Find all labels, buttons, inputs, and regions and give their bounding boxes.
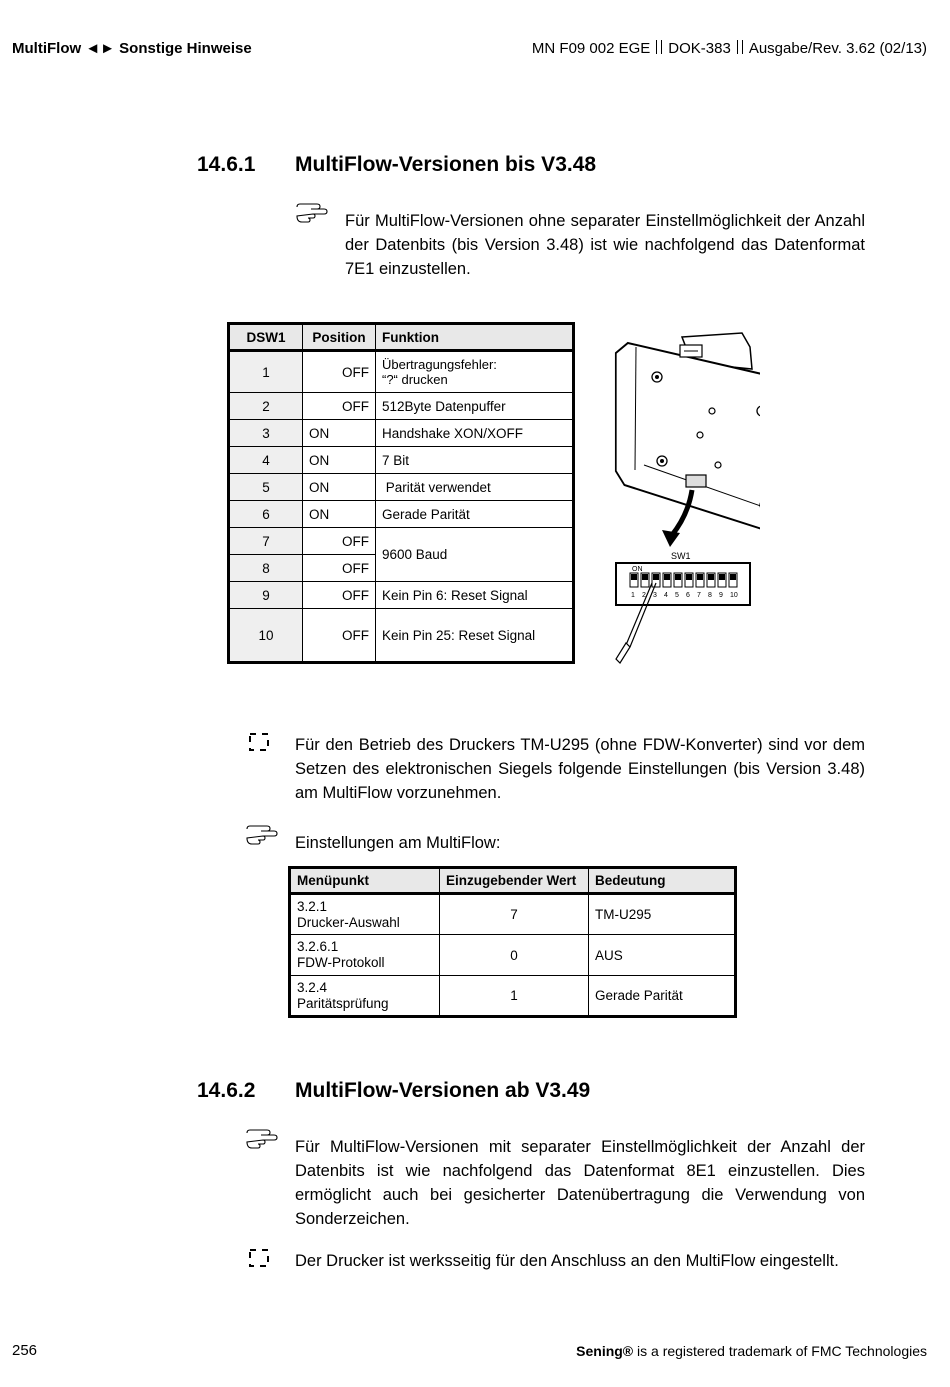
menu-item: 3.2.6.1 FDW-Protokoll (290, 935, 440, 976)
switch-position: OFF (303, 528, 376, 555)
dsw1-table (227, 322, 575, 664)
menu-value: 7 (440, 894, 589, 935)
section-title: MultiFlow-Versionen ab V3.49 (295, 1079, 591, 1102)
switch-position: ON (303, 501, 376, 528)
section-heading-1 (197, 153, 897, 183)
section-heading-2 (197, 1079, 897, 1109)
switch-function: Kein Pin 6: Reset Signal (376, 582, 574, 609)
separator (656, 40, 662, 54)
table-row (229, 474, 574, 501)
switch-number: 3 (229, 420, 303, 447)
switch-number: 6 (229, 501, 303, 528)
pointing-hand-icon (246, 1127, 278, 1149)
column-header: Funktion (376, 324, 574, 351)
switch-label: SW1 (671, 551, 691, 561)
printer-note-paragraph: Für den Betrieb des Druckers TM-U295 (ohne FDW-Konverter) sind vor dem Setzen des elektronischen Siegels folgende Einstellungen (bis Version 3.48) am MultiFlow vorzunehmen. (295, 736, 865, 802)
dip-switch-number: 8 (708, 592, 712, 599)
dip-switch-knob (697, 574, 703, 580)
switch-position: OFF (303, 582, 376, 609)
switch-number: 7 (229, 528, 303, 555)
menu-value: 0 (440, 935, 589, 976)
table-row (229, 420, 574, 447)
switch-number: 8 (229, 555, 303, 582)
dok-number: DOK-383 (668, 40, 731, 57)
switch-position: OFF (303, 609, 376, 663)
doc-number: MN F09 002 EGE (531, 40, 651, 57)
dip-switch-number: 1 (631, 592, 635, 599)
brand-name: Sening® (576, 1343, 634, 1359)
note-paragraph: Für MultiFlow-Versionen mit separater Einstellmöglichkeit der Anzahl der Datenbits ist wie nachfolgend das Datenformat 8E1 einzustellen. Dies ermöglicht auch bei gesicherter Datenübertragung die Verwendung von Sonderzeichen. (295, 1138, 865, 1228)
switch-number: 9 (229, 582, 303, 609)
switch-function: 9600 Baud (376, 528, 574, 582)
dip-switch-knob (642, 574, 648, 580)
dip-switch-number: 5 (675, 592, 679, 599)
dip-switch-number: 4 (664, 592, 668, 599)
on-label: ON (632, 566, 643, 573)
menu-meaning: TM-U295 (589, 894, 736, 935)
table-row (290, 935, 736, 976)
column-header: DSW1 (229, 324, 303, 351)
menu-item: 3.2.4 Paritätsprüfung (290, 976, 440, 1017)
table-row (290, 894, 736, 935)
section-title: MultiFlow-Versionen bis V3.48 (295, 153, 597, 176)
section-number: 14.6.2 (197, 1079, 256, 1102)
menu-value: 1 (440, 976, 589, 1017)
switch-function: 7 Bit (376, 447, 574, 474)
device-dip-switch-illustration (600, 325, 760, 670)
dip-switch-number: 10 (730, 592, 738, 599)
dip-switch-knob (664, 574, 670, 580)
dip-switch-number: 3 (653, 592, 657, 599)
section-number: 14.6.1 (197, 153, 256, 176)
switch-function: 512Byte Datenpuffer (376, 393, 574, 420)
dip-switch-number: 9 (719, 592, 723, 599)
dip-switch-knob (730, 574, 736, 580)
table-row (229, 393, 574, 420)
table-row (229, 351, 574, 393)
dip-switch-knob (653, 574, 659, 580)
switch-position: ON (303, 447, 376, 474)
table-row (229, 501, 574, 528)
pointing-hand-icon (296, 201, 328, 223)
note-frame-icon (248, 1248, 270, 1268)
switch-number: 10 (229, 609, 303, 663)
column-header: Bedeutung (589, 868, 736, 894)
dip-switch-knob (675, 574, 681, 580)
switch-function: Gerade Parität (376, 501, 574, 528)
switch-position: ON (303, 420, 376, 447)
dip-switch-number: 2 (642, 592, 646, 599)
switch-function: Parität verwendet (376, 474, 574, 501)
trademark-text: is a registered trademark of FMC Technologies (633, 1343, 927, 1359)
menu-meaning: AUS (589, 935, 736, 976)
switch-position: ON (303, 474, 376, 501)
switch-number: 5 (229, 474, 303, 501)
switch-position: OFF (303, 555, 376, 582)
table-row (290, 976, 736, 1017)
column-header: Menüpunkt (290, 868, 440, 894)
dip-switch-knob (631, 574, 637, 580)
switch-function: Übertragungsfehler: “?“ drucken (376, 351, 574, 393)
switch-number: 4 (229, 447, 303, 474)
table-row (229, 609, 574, 663)
trademark-note (576, 1343, 927, 1359)
switch-position: OFF (303, 393, 376, 420)
menu-item: 3.2.1 Drucker-Auswahl (290, 894, 440, 935)
dip-switch-knob (708, 574, 714, 580)
dip-switch-number: 6 (686, 592, 690, 599)
note-frame-icon (248, 732, 270, 752)
menu-meaning: Gerade Parität (589, 976, 736, 1017)
table-row (229, 528, 574, 555)
note-paragraph: Für MultiFlow-Versionen ohne separater Einstellmöglichkeit der Anzahl der Datenbits (bis Version 3.48) ist wie nachfolgend das Datenformat 7E1 einzustellen. (345, 212, 865, 278)
settings-label: Einstellungen am MultiFlow: (295, 834, 501, 852)
menu-settings-table (288, 866, 737, 1018)
column-header: Einzugebender Wert (440, 868, 589, 894)
dip-switch-knob (686, 574, 692, 580)
running-header-docinfo (532, 40, 927, 57)
switch-number: 2 (229, 393, 303, 420)
table-row (229, 582, 574, 609)
page-number: 256 (12, 1342, 38, 1359)
column-header: Position (303, 324, 376, 351)
switch-number: 1 (229, 351, 303, 393)
separator (737, 40, 743, 54)
dip-switch-knob (719, 574, 725, 580)
dip-switch-number: 7 (697, 592, 701, 599)
switch-position: OFF (303, 351, 376, 393)
table-row (229, 447, 574, 474)
running-header-title: MultiFlow ◄► Sonstige Hinweise (12, 40, 252, 57)
pointing-hand-icon (246, 823, 278, 845)
switch-function: Kein Pin 25: Reset Signal (376, 609, 574, 663)
note-paragraph: Der Drucker ist werksseitig für den Anschluss an den MultiFlow eingestellt. (295, 1252, 839, 1270)
revision: Ausgabe/Rev. 3.62 (02/13) (748, 40, 927, 57)
switch-function: Handshake XON/XOFF (376, 420, 574, 447)
